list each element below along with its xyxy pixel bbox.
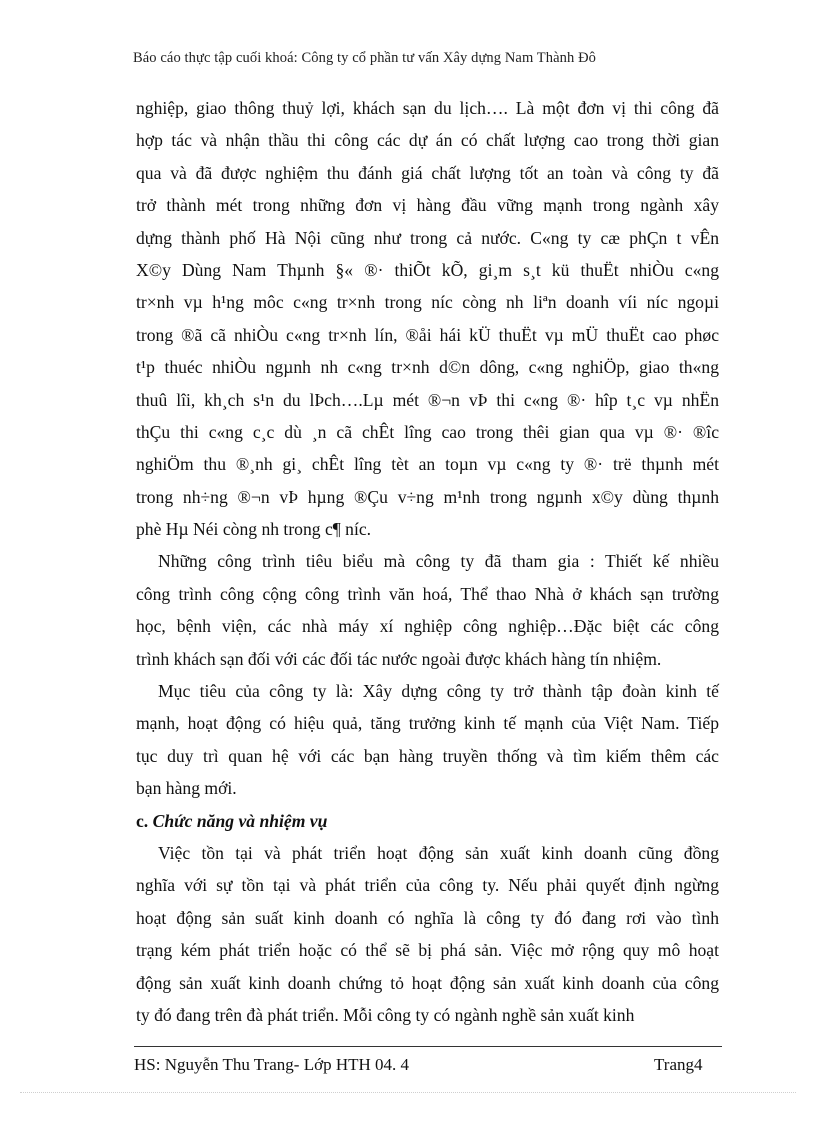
text-line: nghiÖm thu ®¸nh gi¸ chÊt lîng tèt an toµn vµ c«ng ty ®· trë thµnh mét: [136, 454, 719, 475]
text-line: thÇu thi c«ng c¸c dù ¸n cã chÊt lîng cao trong thêi gian qua vµ ®· ®îc: [136, 421, 719, 442]
document-body: [136, 92, 719, 1031]
text-line: nghiệp, giao thông thuỷ lợi, khách sạn du lịch…. Là một đơn vị thi công đã: [136, 98, 719, 118]
section-heading-c: [136, 805, 719, 837]
footer-page-number: Trang4: [654, 1055, 703, 1074]
text-line: ty đó đang trên đà phát triển. Mỗi công ty có ngành nghề sản xuất kinh: [136, 1004, 635, 1025]
text-line: t¹p thuéc nhiÒu ngµnh nh c«ng tr×nh d©n dông, c«ng nghiÖp, giao th«ng: [136, 357, 719, 378]
paragraph-block-2: [136, 837, 719, 1031]
text-line: học, bệnh viện, các nhà máy xí nghiệp công nghiệp…Đặc biệt các công: [136, 616, 719, 637]
text-line: trong nh÷ng ®¬n vÞ hµng ®Çu v÷ng m¹nh trong ngµnh x©y dùng thµnh: [136, 486, 719, 507]
page-edge: [20, 1092, 796, 1093]
text-line: động sản xuất kinh doanh chứng tỏ hoạt động sản xuất kinh doanh của công: [136, 972, 719, 993]
text-line: trình khách sạn đối với các đối tác nước ngoài được khách hàng tín nhiệm.: [136, 648, 662, 669]
footer-divider: [134, 1046, 722, 1047]
text-line: X©y Dùng Nam Thµnh §« ®· thiÕt kÕ, gi¸m s¸t kü thuËt nhiÒu c«ng: [136, 259, 719, 280]
text-line: Những công trình tiêu biểu mà công ty đã tham gia : Thiết kế nhiều: [158, 551, 719, 572]
text-line: nghĩa với sự tồn tại và phát triển của công ty. Nếu phải quyết định ngừng: [136, 875, 719, 896]
text-line: trạng kém phát triển hoặc có thể sẽ bị phá sản. Việc mở rộng quy mô hoạt: [136, 940, 719, 961]
text-line: phè Hµ Néi còng nh trong c¶ níc.: [136, 519, 372, 540]
text-line: dựng thành phố Hà Nội cũng như trong cả nước. C«ng ty cæ phÇn t vÊn: [136, 227, 719, 248]
section-heading-title: Chức năng và nhiệm vụ: [152, 810, 328, 831]
text-line: hợp tác và nhận thầu thi công các dự án có chất lượng cao trong thời gian: [136, 130, 719, 151]
section-heading-prefix: c.: [136, 810, 153, 831]
text-line: hoạt động sản suất kinh doanh có nghĩa là công ty đó đang rơi vào tình: [136, 907, 719, 928]
text-line: thuû lîi, kh¸ch s¹n du lÞch….Lµ mét ®¬n vÞ thi c«ng ®· hîp t¸c vµ nhËn: [136, 389, 719, 410]
text-line: tr×nh vµ h¹ng môc c«ng tr×nh trong níc còng nh liªn doanh víi níc ngoµi: [136, 292, 719, 313]
text-line: trong ®ã cã nhiÒu c«ng tr×nh lín, ®åi hái kÜ thuËt vµ mÜ thuËt cao phøc: [136, 324, 719, 345]
paragraph-block-1: [136, 92, 719, 805]
text-line: trở thành mét trong những đơn vị hàng đầu vững mạnh trong ngành xây: [136, 195, 719, 216]
text-line: tục duy trì quan hệ với các bạn hàng truyền thống và tìm kiếm thêm các: [136, 745, 719, 766]
text-line: Mục tiêu của công ty là: Xây dựng công ty trở thành tập đoàn kinh tế: [158, 681, 719, 702]
text-line: mạnh, hoạt động có hiệu quả, tăng trưởng kinh tế mạnh của Việt Nam. Tiếp: [136, 713, 719, 734]
text-line: Việc tồn tại và phát triển hoạt động sản xuất kinh doanh cũng đồng: [158, 842, 719, 863]
text-line: bạn hàng mới.: [136, 778, 237, 799]
footer-author: HS: Nguyễn Thu Trang- Lớp HTH 04. 4: [134, 1055, 410, 1074]
text-line: công trình công cộng công trình văn hoá, Thể thao Nhà ở khách sạn trường: [136, 583, 719, 604]
page-header: Báo cáo thực tập cuối khoá: Công ty cổ phần tư vấn Xây dựng Nam Thành Đô: [133, 50, 596, 66]
text-line: qua và đã được nghiệm thu đánh giá chất lượng tốt an toàn và công ty đã: [136, 162, 719, 183]
